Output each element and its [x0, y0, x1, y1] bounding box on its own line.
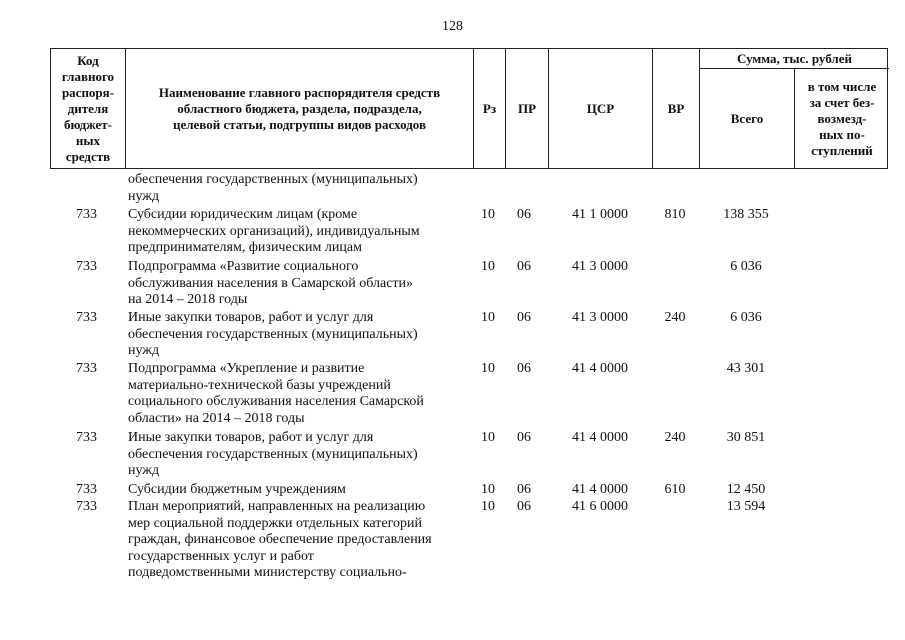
row-rz: 10 — [481, 361, 495, 376]
header-sum: Сумма, тыс. рублей — [737, 50, 852, 66]
header-total: Всего — [730, 111, 764, 126]
row-code: 733 — [76, 310, 97, 325]
row-total: 13 594 — [726, 499, 766, 514]
table-header — [50, 48, 888, 169]
header-rz: Рз — [482, 100, 497, 116]
row-total: 138 355 — [723, 207, 769, 222]
row-pr: 06 — [517, 430, 531, 445]
row-code: 733 — [76, 499, 97, 514]
row-csr: 41 3 0000 — [572, 310, 628, 325]
row-pr: 06 — [517, 259, 531, 274]
row-csr: 41 3 0000 — [572, 259, 628, 274]
row-code: 733 — [76, 259, 97, 274]
row-name: Субсидии бюджетным учреждениям — [128, 482, 346, 497]
row-rz: 10 — [481, 259, 495, 274]
row-vr: 240 — [664, 310, 686, 325]
row-csr: 41 1 0000 — [572, 207, 628, 222]
row-name: обеспечения государственных (муниципальных) нужд — [128, 172, 418, 204]
row-rz: 10 — [481, 310, 495, 325]
header-vr: ВР — [667, 100, 685, 116]
row-code: 733 — [76, 361, 97, 376]
row-vr: 810 — [664, 207, 686, 222]
row-csr: 41 6 0000 — [572, 499, 628, 514]
row-pr: 06 — [517, 310, 531, 325]
row-name: Субсидии юридическим лицам (кроме некоммерческих организаций), индивидуальным предпринимателям, физическим лицам — [128, 207, 420, 255]
row-name: Подпрограмма «Укрепление и развитие материально-технической базы учреждений социального обслуживания населения Самарской области» на 2014 – 2018 годы — [128, 361, 424, 426]
row-rz: 10 — [481, 499, 495, 514]
row-rz: 10 — [481, 482, 495, 497]
row-csr: 41 4 0000 — [572, 482, 628, 497]
row-total: 43 301 — [726, 361, 766, 376]
row-pr: 06 — [517, 499, 531, 514]
row-code: 733 — [76, 482, 97, 497]
row-code: 733 — [76, 430, 97, 445]
row-total: 6 036 — [730, 259, 762, 274]
row-total: 6 036 — [730, 310, 762, 325]
row-vr: 610 — [664, 482, 686, 497]
row-name: Иные закупки товаров, работ и услуг для обеспечения государственных (муниципальных) нужд — [128, 430, 418, 478]
row-vr: 240 — [664, 430, 686, 445]
row-csr: 41 4 0000 — [572, 361, 628, 376]
row-rz: 10 — [481, 430, 495, 445]
header-csr: ЦСР — [586, 100, 615, 116]
row-name: Иные закупки товаров, работ и услуг для обеспечения государственных (муниципальных) нужд — [128, 310, 418, 358]
row-pr: 06 — [517, 361, 531, 376]
row-name: План мероприятий, направленных на реализацию мер социальной поддержки отдельных категорий граждан, финансовое обеспечение предоставления государственных услуг и работ подведомственными министерству социально- — [128, 499, 432, 580]
header-free: в том числе за счет без- возмезд- ных по- ступлений — [807, 79, 877, 158]
row-name: Подпрограмма «Развитие социального обслуживания населения в Самарской области» на 2014 – 2018 годы — [128, 259, 414, 307]
header-pr: ПР — [517, 100, 537, 116]
header-name: Наименование главного распорядителя средств областного бюджета, раздела, подраздела, целевой статьи, подгруппы видов расходов — [158, 84, 441, 132]
page-number: 128 — [442, 19, 463, 34]
row-total: 30 851 — [726, 430, 766, 445]
row-pr: 06 — [517, 482, 531, 497]
row-pr: 06 — [517, 207, 531, 222]
row-csr: 41 4 0000 — [572, 430, 628, 445]
row-total: 12 450 — [726, 482, 766, 497]
row-rz: 10 — [481, 207, 495, 222]
header-code: Код главного распоря- дителя бюджет- ных средств — [61, 52, 115, 164]
row-code: 733 — [76, 207, 97, 222]
